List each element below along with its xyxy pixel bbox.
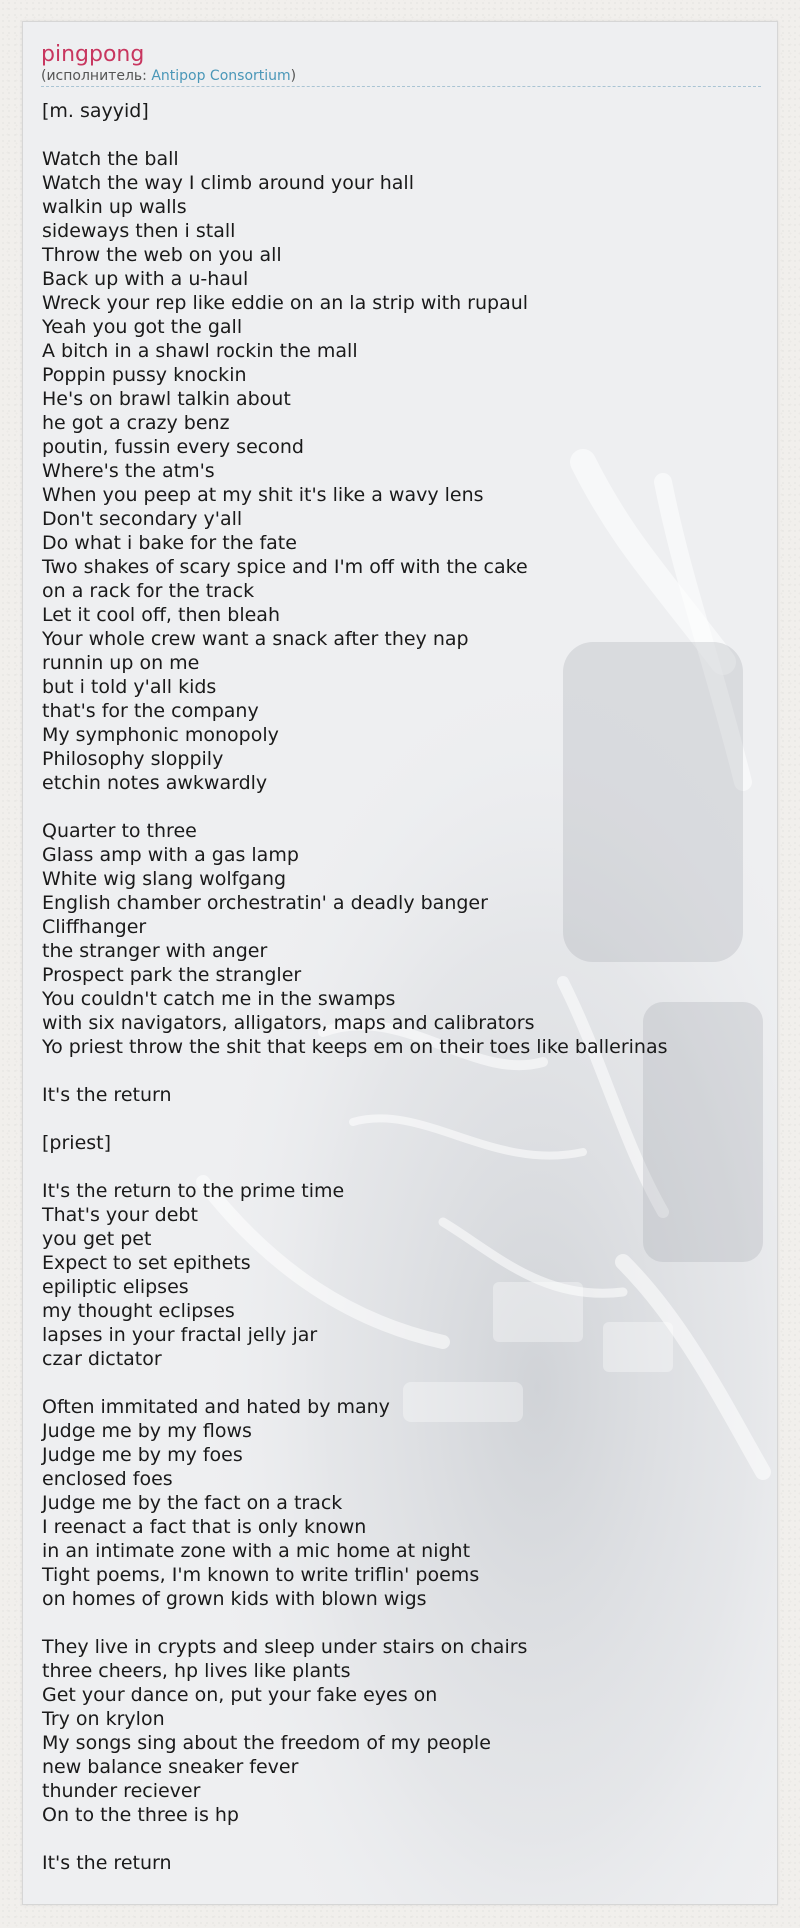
lyric-line: My songs sing about the freedom of my people bbox=[42, 1732, 491, 1754]
lyric-line bbox=[42, 1155, 762, 1179]
lyric-line: czar dictator bbox=[42, 1348, 162, 1370]
lyric-line: I reenact a fact that is only known bbox=[42, 1516, 367, 1538]
lyric-line: Often immitated and hated by many bbox=[42, 1396, 390, 1418]
lyric-line: Watch the way I climb around your hall bbox=[42, 172, 414, 194]
lyric-line: Try on krylon bbox=[42, 1708, 165, 1730]
lyric-line: Judge me by my flows bbox=[42, 1420, 252, 1442]
lyric-line: That's your debt bbox=[42, 1204, 198, 1226]
lyric-line: Yeah you got the gall bbox=[42, 316, 243, 338]
lyric-line: Yo priest throw the shit that keeps em on their toes like ballerinas bbox=[42, 1036, 668, 1058]
lyric-line: but i told y'all kids bbox=[42, 676, 217, 698]
lyric-line: Tight poems, I'm known to write triflin' poems bbox=[42, 1564, 480, 1586]
lyric-line: that's for the company bbox=[42, 700, 259, 722]
lyric-line: White wig slang wolfgang bbox=[42, 868, 287, 890]
lyric-line: etchin notes awkwardly bbox=[42, 772, 268, 794]
lyric-line: Wreck your rep like eddie on an la strip with rupaul bbox=[42, 292, 529, 314]
lyric-line: Glass amp with a gas lamp bbox=[42, 844, 299, 866]
lyric-line: They live in crypts and sleep under stairs on chairs bbox=[42, 1636, 528, 1658]
lyric-line: It's the return to the prime time bbox=[42, 1180, 345, 1202]
lyric-line bbox=[42, 1827, 762, 1851]
lyric-line: in an intimate zone with a mic home at night bbox=[42, 1540, 471, 1562]
lyric-line: the stranger with anger bbox=[42, 940, 268, 962]
lyric-line: English chamber orchestratin' a deadly banger bbox=[42, 892, 488, 914]
lyric-line: on a rack for the track bbox=[42, 580, 255, 602]
lyric-line bbox=[42, 123, 762, 147]
lyric-line: Two shakes of scary spice and I'm off with the cake bbox=[42, 556, 528, 578]
lyric-line: It's the return bbox=[42, 1084, 172, 1106]
artist-prefix: (исполнитель: bbox=[41, 68, 152, 84]
lyric-line: walkin up walls bbox=[42, 196, 187, 218]
lyric-line: A bitch in a shawl rockin the mall bbox=[42, 340, 358, 362]
song-title: pingpong bbox=[41, 42, 145, 67]
lyric-line: Expect to set epithets bbox=[42, 1252, 251, 1274]
lyric-line: my thought eclipses bbox=[42, 1300, 235, 1322]
lyric-line: Judge me by my foes bbox=[42, 1444, 243, 1466]
lyric-line: When you peep at my shit it's like a wavy lens bbox=[42, 484, 484, 506]
lyric-line: Watch the ball bbox=[42, 148, 179, 170]
song-header bbox=[41, 42, 761, 87]
artist-suffix: ) bbox=[290, 68, 297, 84]
lyric-line: Where's the atm's bbox=[42, 460, 215, 482]
lyric-line: Let it cool off, then bleah bbox=[42, 604, 280, 626]
lyric-line: [priest] bbox=[42, 1132, 112, 1154]
lyric-line: [m. sayyid] bbox=[42, 100, 149, 122]
lyric-line: Do what i bake for the fate bbox=[42, 532, 297, 554]
lyric-line: Prospect park the strangler bbox=[42, 964, 302, 986]
lyric-line: on homes of grown kids with blown wigs bbox=[42, 1588, 427, 1610]
lyric-line bbox=[42, 795, 762, 819]
lyric-line: thunder reciever bbox=[42, 1780, 201, 1802]
artist-line bbox=[41, 68, 761, 85]
lyric-line: you get pet bbox=[42, 1228, 152, 1250]
lyric-line: sideways then i stall bbox=[42, 220, 236, 242]
lyric-line: lapses in your fractal jelly jar bbox=[42, 1324, 318, 1346]
lyrics-card bbox=[22, 21, 778, 1905]
lyric-line: It's the return bbox=[42, 1852, 172, 1874]
lyric-line: Your whole crew want a snack after they nap bbox=[42, 628, 469, 650]
lyric-line: Get your dance on, put your fake eyes on bbox=[42, 1684, 438, 1706]
lyric-line: Back up with a u-haul bbox=[42, 268, 249, 290]
lyric-line: Cliffhanger bbox=[42, 916, 147, 938]
lyric-line: new balance sneaker fever bbox=[42, 1756, 299, 1778]
lyric-line bbox=[42, 1059, 762, 1083]
lyric-line: Poppin pussy knockin bbox=[42, 364, 247, 386]
lyric-line: Throw the web on you all bbox=[42, 244, 282, 266]
lyric-line: Don't secondary y'all bbox=[42, 508, 243, 530]
lyric-line: He's on brawl talkin about bbox=[42, 388, 291, 410]
lyric-line: runnin up on me bbox=[42, 652, 200, 674]
lyric-line bbox=[42, 1611, 762, 1635]
lyrics-body bbox=[42, 99, 762, 1875]
lyric-line: You couldn't catch me in the swamps bbox=[42, 988, 396, 1010]
lyric-line: epiliptic elipses bbox=[42, 1276, 189, 1298]
lyric-line: Judge me by the fact on a track bbox=[42, 1492, 343, 1514]
lyric-line bbox=[42, 1107, 762, 1131]
lyric-line: he got a crazy benz bbox=[42, 412, 230, 434]
lyric-line: On to the three is hp bbox=[42, 1804, 239, 1826]
lyric-line: poutin, fussin every second bbox=[42, 436, 304, 458]
lyric-line: My symphonic monopoly bbox=[42, 724, 279, 746]
lyric-line: Quarter to three bbox=[42, 820, 197, 842]
artist-link[interactable]: Antipop Consortium bbox=[151, 68, 291, 84]
lyric-line: three cheers, hp lives like plants bbox=[42, 1660, 351, 1682]
lyric-line: Philosophy sloppily bbox=[42, 748, 224, 770]
lyric-line bbox=[42, 1371, 762, 1395]
lyric-line: with six navigators, alligators, maps and calibrators bbox=[42, 1012, 535, 1034]
lyric-line: enclosed foes bbox=[42, 1468, 173, 1490]
